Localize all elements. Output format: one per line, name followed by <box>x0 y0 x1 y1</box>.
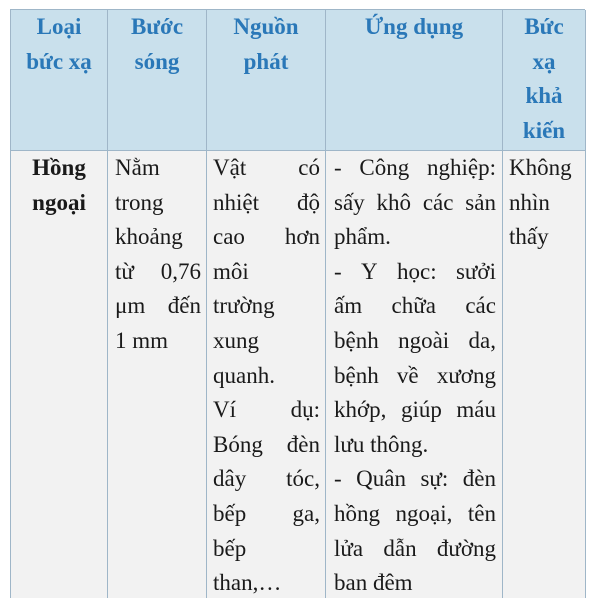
cell-line: trong <box>115 189 164 215</box>
word: chữa <box>391 293 436 319</box>
cell-source <box>207 151 326 598</box>
header-line: Loại <box>36 14 82 39</box>
word: các <box>465 293 496 319</box>
cell-line-justified <box>213 393 320 428</box>
cell-radiation-type <box>11 151 108 598</box>
header-radiation-type <box>11 10 108 151</box>
word: - <box>334 466 342 492</box>
cell-line: 1 mm <box>115 327 169 353</box>
word: đường <box>436 535 496 561</box>
header-line: xạ <box>532 48 556 74</box>
header-line: Nguồn <box>233 14 299 39</box>
cell-line: ngoại <box>32 189 86 215</box>
header-source <box>207 10 326 151</box>
word: đến <box>167 293 201 319</box>
word: Quân <box>356 466 406 492</box>
cell-line: xung <box>213 327 259 353</box>
word: về <box>396 362 419 388</box>
word: dụ: <box>290 397 320 423</box>
header-line: khả <box>525 83 563 109</box>
cell-line-justified <box>334 462 496 497</box>
cell-line-justified <box>115 255 201 290</box>
table-row <box>11 151 586 598</box>
cell-line: lưu thông. <box>334 431 429 457</box>
word: cao <box>213 224 245 250</box>
cell-line-justified <box>334 393 496 428</box>
word: máu <box>456 397 496 423</box>
word: sấy <box>334 189 365 215</box>
word: đèn <box>462 466 496 492</box>
word: sản <box>465 189 496 215</box>
cell-line: bếp <box>213 535 247 561</box>
cell-line-justified <box>334 497 496 532</box>
word: bệnh <box>334 362 379 388</box>
cell-line-justified <box>213 428 320 463</box>
word: ga, <box>292 500 320 526</box>
word: bếp <box>213 500 247 526</box>
header-line: bức xạ <box>26 48 92 74</box>
cell-application <box>326 151 503 598</box>
word: độ <box>297 189 320 215</box>
cell-line: nhìn <box>509 189 550 215</box>
word: - <box>334 155 342 180</box>
word: từ <box>115 258 134 284</box>
cell-line-justified <box>334 532 496 567</box>
cell-line: ban đêm <box>334 570 413 596</box>
word: dây <box>213 466 247 492</box>
cell-line-justified <box>334 186 496 221</box>
cell-line-justified <box>213 220 320 255</box>
cell-line: quanh. <box>213 362 275 388</box>
cell-line: Nằm <box>115 155 160 180</box>
word: da, <box>468 327 496 353</box>
word: - <box>334 258 342 284</box>
word: tên <box>467 500 496 526</box>
cell-line: phẩm. <box>334 224 391 250</box>
cell-line-justified <box>213 462 320 497</box>
cell-line: Không <box>509 155 572 180</box>
word: hồng <box>334 500 380 526</box>
word: Y <box>361 258 378 284</box>
word: nhiệt <box>213 189 259 215</box>
cell-line: môi <box>213 258 249 284</box>
table-header-row <box>11 10 586 151</box>
header-line: Bức <box>524 14 564 39</box>
cell-line-justified <box>334 324 496 359</box>
header-line: Bước <box>130 14 184 39</box>
word: tóc, <box>286 466 320 492</box>
word: hơn <box>284 224 320 250</box>
word: Ví <box>213 397 236 423</box>
cell-wavelength <box>108 151 207 598</box>
cell-line: than,… <box>213 570 282 596</box>
word: 0,76 <box>160 258 201 284</box>
header-application <box>326 10 503 151</box>
cell-line: Hồng <box>32 155 86 180</box>
word: Vật <box>213 155 247 180</box>
header-line: Ứng dụng <box>364 14 464 39</box>
word: ngoài <box>398 327 450 353</box>
word: Công <box>359 155 410 180</box>
header-visible-radiation <box>503 10 586 151</box>
word: bệnh <box>334 327 379 353</box>
word: sự: <box>420 466 449 492</box>
word: Bóng <box>213 431 263 457</box>
word: xương <box>436 362 496 388</box>
word: lửa <box>334 535 364 561</box>
cell-line-justified <box>213 186 320 221</box>
word: khớp, <box>334 397 387 423</box>
cell-line-justified <box>213 151 320 186</box>
cell-line: trường <box>213 293 275 319</box>
cell-line: khoảng <box>115 224 183 250</box>
cell-line-justified <box>213 497 320 532</box>
header-line: sóng <box>134 48 180 74</box>
word: đèn <box>286 431 320 457</box>
word: khô <box>376 189 411 215</box>
word: giúp <box>400 397 442 423</box>
word: ngoại, <box>395 500 453 526</box>
cell-visible <box>503 151 586 598</box>
cell-line-justified <box>334 359 496 394</box>
word: ấm <box>334 293 363 319</box>
word: các <box>422 189 454 215</box>
radiation-table <box>10 9 585 598</box>
word: nghiệp: <box>426 155 496 180</box>
word: μm <box>115 293 146 319</box>
header-wavelength <box>108 10 207 151</box>
word: dẫn <box>383 535 417 561</box>
cell-line-justified <box>334 255 496 290</box>
word: có <box>298 155 320 180</box>
header-line: phát <box>243 48 289 74</box>
cell-line-justified <box>115 289 201 324</box>
cell-line-justified <box>334 151 496 186</box>
cell-line-justified <box>334 289 496 324</box>
header-line: kiến <box>522 117 566 143</box>
cell-line: thấy <box>509 224 549 250</box>
word: học: <box>397 258 437 284</box>
word: sưởi <box>455 258 496 284</box>
